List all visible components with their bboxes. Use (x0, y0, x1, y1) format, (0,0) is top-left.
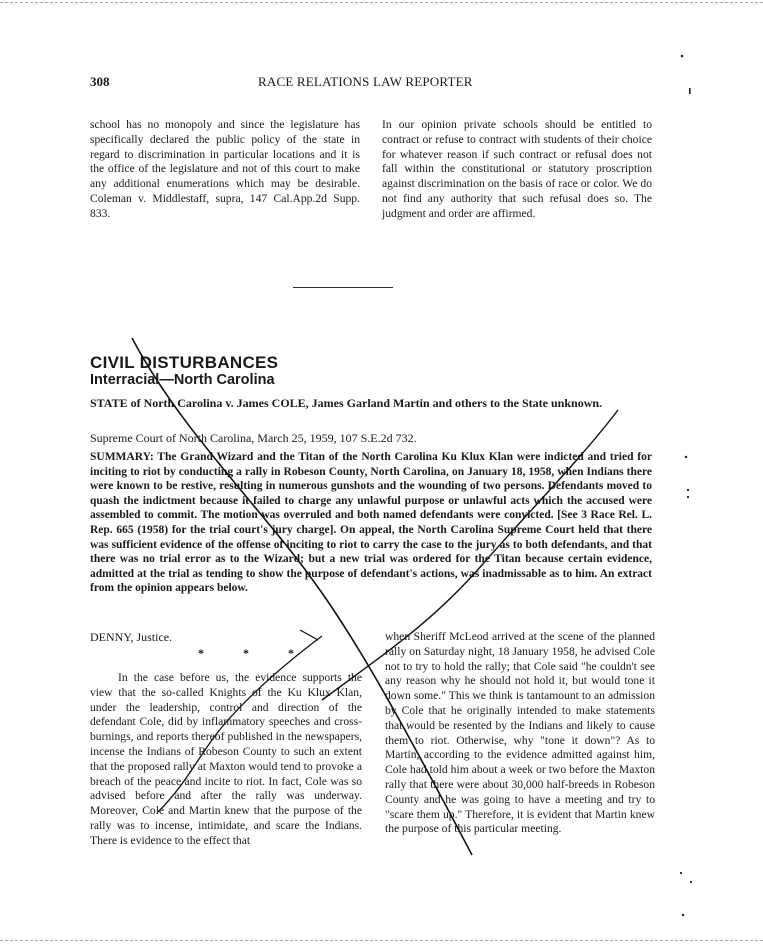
section-divider (293, 287, 393, 288)
opinion-left-paragraph: In the case before us, the evidence supports the view that the so-called Knights of the Ku Klux Klan, under the leadership, control and direction of the defendant Cole, did by inflammatory speeches and cross-burnings, and reports thereof published in the newspapers, incense the Indians of Robeson County to such an extent that the proposed rally at Maxton would tend to provoke a breach of the peace and incite to riot. In fact, Cole was so advised before and after the rally was underway. Moreover, Cole and Martin knew that the purpose of the rally was to incense, intimidate, and scare the Indians. There is evidence to the effect that (90, 671, 362, 847)
speck (682, 914, 684, 916)
opinion-right-paragraph: when Sheriff McLeod arrived at the scene of the planned rally on Saturday night, 18 January 1958, he advised Cole not to try to hold the rally; that Cole said "he couldn't see any reason why he should not hold it, but would tone it down some." This we think is tantamount to an admission by Cole that he originally intended to make statements that would be resented by the Indians and likely to cause them to riot. Otherwise, why "tone it down"? As to Martin, according to the evidence admitted against him, Cole had told him about a week or two before the Maxton rally that there were about 30,000 half-breeds in Robeson County and he was going to have a meeting and try to "scare them up." Therefore, it is evident that Martin knew the purpose of this particular meeting. (385, 630, 655, 836)
pen-tick (300, 630, 318, 640)
opinion-author: DENNY, Justice. (90, 630, 173, 644)
speck (687, 489, 689, 491)
speck (687, 496, 689, 498)
top-right-paragraph: In our opinion private schools should be entitled to contract or refuse to contract with students of their choice for whatever reason if such contract or refusal does not fall within the constitutional or statutory proscription against discrimination on the basis of race or color. We do not find any authority that such refusal does so. The judgment and order are affirmed. (382, 118, 652, 220)
opinion-right-column (385, 630, 655, 837)
section-subheading: Interracial—North Carolina (90, 372, 275, 388)
top-left-column (90, 118, 360, 222)
speck (680, 872, 682, 874)
case-caption: STATE of North Carolina v. James COLE, James Garland Martin and others to the State unknown. (90, 396, 603, 410)
scan-edge-bottom (0, 940, 763, 941)
running-head: RACE RELATIONS LAW REPORTER (258, 74, 473, 89)
page-number: 308 (90, 74, 110, 89)
top-right-column (382, 118, 652, 222)
section-heading: CIVIL DISTURBANCES (90, 353, 279, 372)
omission-ellipsis: * * * (198, 646, 312, 660)
case-summary: SUMMARY: The Grand Wizard and the Titan of the North Carolina Ku Klux Klan were indicted and tried for inciting to riot by conducting a rally in Robeson County, North Carolina, on January 18, 1958, when Indians there were known to be restive, resulting in numerous gunshots and the wounding of two persons. Defendants moved to quash the indictment because it failed to charge any unlawful purpose or unlawful acts which the accused were assembled to commit. The motion was overruled and both named defendants were convicted. [See 3 Race Rel. L. Rep. 665 (1958) for the trial court's jury charge]. On appeal, the North Carolina Supreme Court held that there was sufficient evidence of the offense of inciting to riot to carry the case to the jury as to both defendants, and that there was no trial error as to the Wizard; but a new trial was ordered for the Titan because certain evidence, admitted at the trial as tending to show the purpose of defendant's actions, was inadmissable as to him. An extract from the opinion appears below. (90, 451, 652, 595)
speck (685, 456, 687, 458)
speck (689, 88, 691, 94)
speck (690, 881, 692, 883)
opinion-left-column (90, 671, 362, 849)
top-left-paragraph: school has no monopoly and since the legislature has specifically declared the public policy of the state in regard to discrimination in particular locations and it is the office of the legislature and not of this court to make any additional enumerations which may be desirable. Coleman v. Middlestaff, supra, 147 Cal.App.2d Supp. 833. (90, 118, 360, 220)
scan-edge-top (0, 2, 763, 3)
case-citation: Supreme Court of North Carolina, March 25, 1959, 107 S.E.2d 732. (90, 431, 417, 445)
speck (681, 55, 684, 58)
